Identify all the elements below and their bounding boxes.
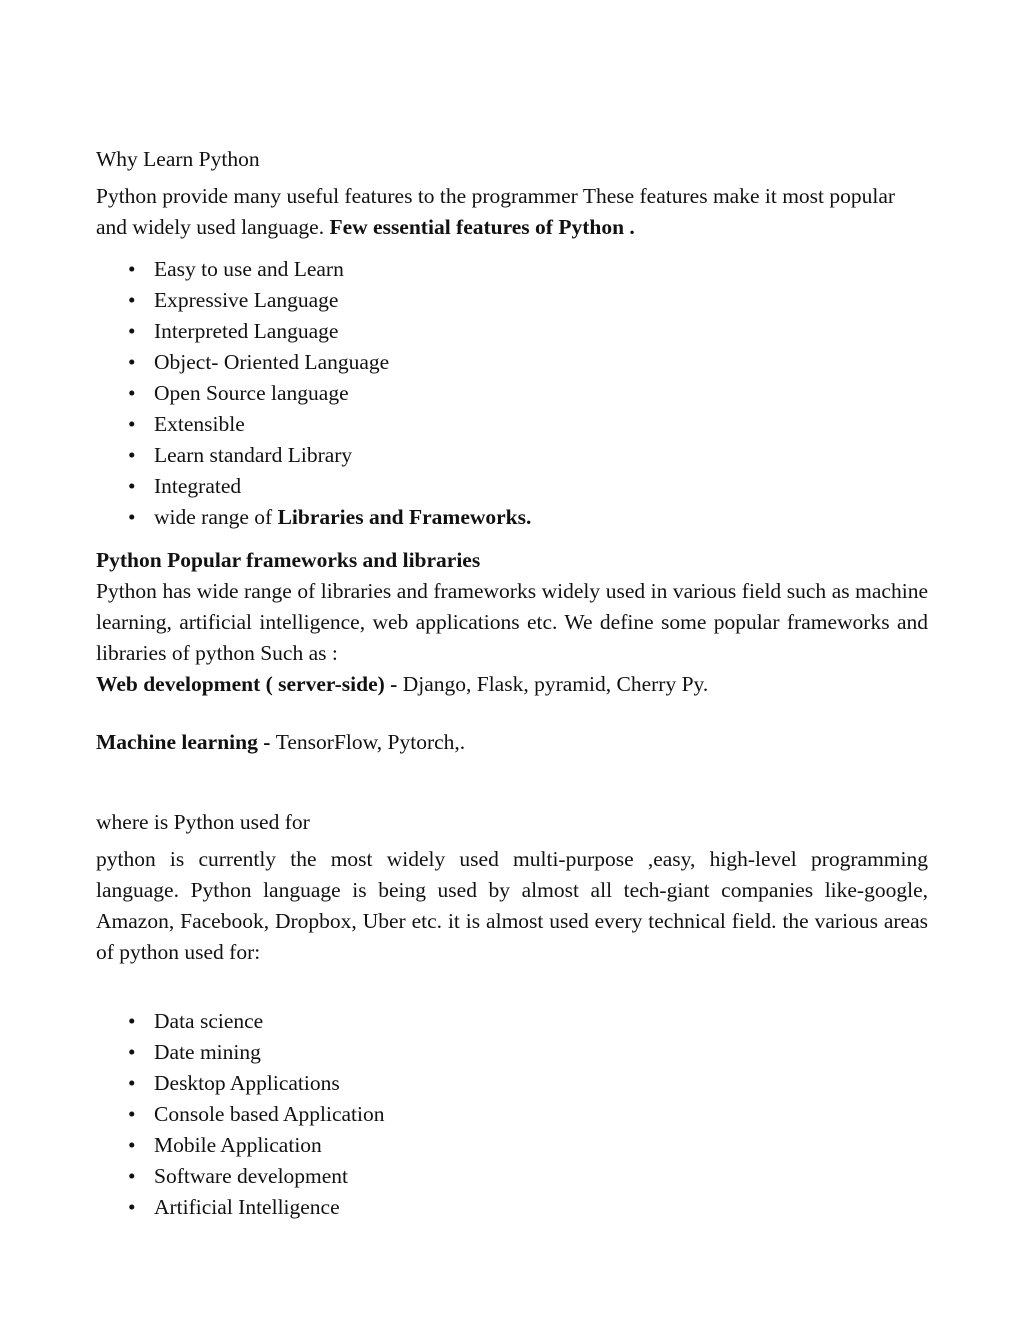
bullet-icon: • (128, 1195, 136, 1219)
list-item: • Software development (96, 1161, 928, 1192)
bullet-icon: • (128, 1133, 136, 1157)
list-item: • Easy to use and Learn (96, 254, 928, 285)
list-item: • Mobile Application (96, 1130, 928, 1161)
bullet-icon: • (128, 474, 136, 498)
areas-list (96, 1006, 928, 1223)
list-item: • Learn standard Library (96, 440, 928, 471)
intro-text: Python provide many useful features to the programmer These features make it most popular and widely used language. (96, 184, 896, 239)
list-item: • Interpreted Language (96, 316, 928, 347)
list-item: • Integrated (96, 471, 928, 502)
bullet-icon: • (128, 381, 136, 405)
machine-learning-line (96, 727, 928, 758)
bullet-icon: • (128, 288, 136, 312)
where-used-paragraph: python is currently the most widely used multi-purpose ,easy, high-level programming language. Python language is being used by almost all tech-giant companies like-google, Amazon, Facebook, Dropbox, Uber etc. it is almost used every technical field. the various areas of python used for: (96, 847, 928, 964)
bullet-icon: • (128, 350, 136, 374)
machine-learning-value: TensorFlow, Pytorch,. (275, 730, 466, 754)
bullet-icon: • (128, 1071, 136, 1095)
bullet-icon: • (128, 319, 136, 343)
list-item: • Extensible (96, 409, 928, 440)
heading-frameworks-libraries: Python Popular frameworks and libraries (96, 548, 481, 572)
bullet-icon: • (128, 443, 136, 467)
list-item: • Console based Application (96, 1099, 928, 1130)
bullet-icon: • (128, 412, 136, 436)
web-development-line (96, 669, 928, 700)
intro-paragraph (96, 181, 928, 243)
machine-learning-label: Machine learning - (96, 730, 276, 754)
bullet-icon: • (128, 1164, 136, 1188)
features-list (96, 254, 928, 533)
list-item: • wide range of Libraries and Frameworks. (96, 502, 928, 533)
bullet-icon: • (128, 1009, 136, 1033)
heading-where-used: where is Python used for (96, 810, 310, 834)
list-item: • Data science (96, 1006, 928, 1037)
web-development-value: Django, Flask, pyramid, Cherry Py. (402, 672, 709, 696)
intro-bold-text: Few essential features of Python . (329, 215, 635, 239)
list-item: • Expressive Language (96, 285, 928, 316)
frameworks-paragraph: Python has wide range of libraries and frameworks widely used in various field such as machine learning, artificial intelligence, web applications etc. We define some popular frameworks and libraries of python Such as : (96, 579, 928, 665)
web-development-label: Web development ( server-side) - (96, 672, 403, 696)
bullet-icon: • (128, 1102, 136, 1126)
heading-why-learn-python: Why Learn Python (96, 147, 260, 171)
list-item: • Artificial Intelligence (96, 1192, 928, 1223)
list-item: • Open Source language (96, 378, 928, 409)
bullet-icon: • (128, 1040, 136, 1064)
bullet-icon: • (128, 505, 136, 529)
list-item: • Date mining (96, 1037, 928, 1068)
list-item: • Object- Oriented Language (96, 347, 928, 378)
bullet-icon: • (128, 257, 136, 281)
list-item: • Desktop Applications (96, 1068, 928, 1099)
